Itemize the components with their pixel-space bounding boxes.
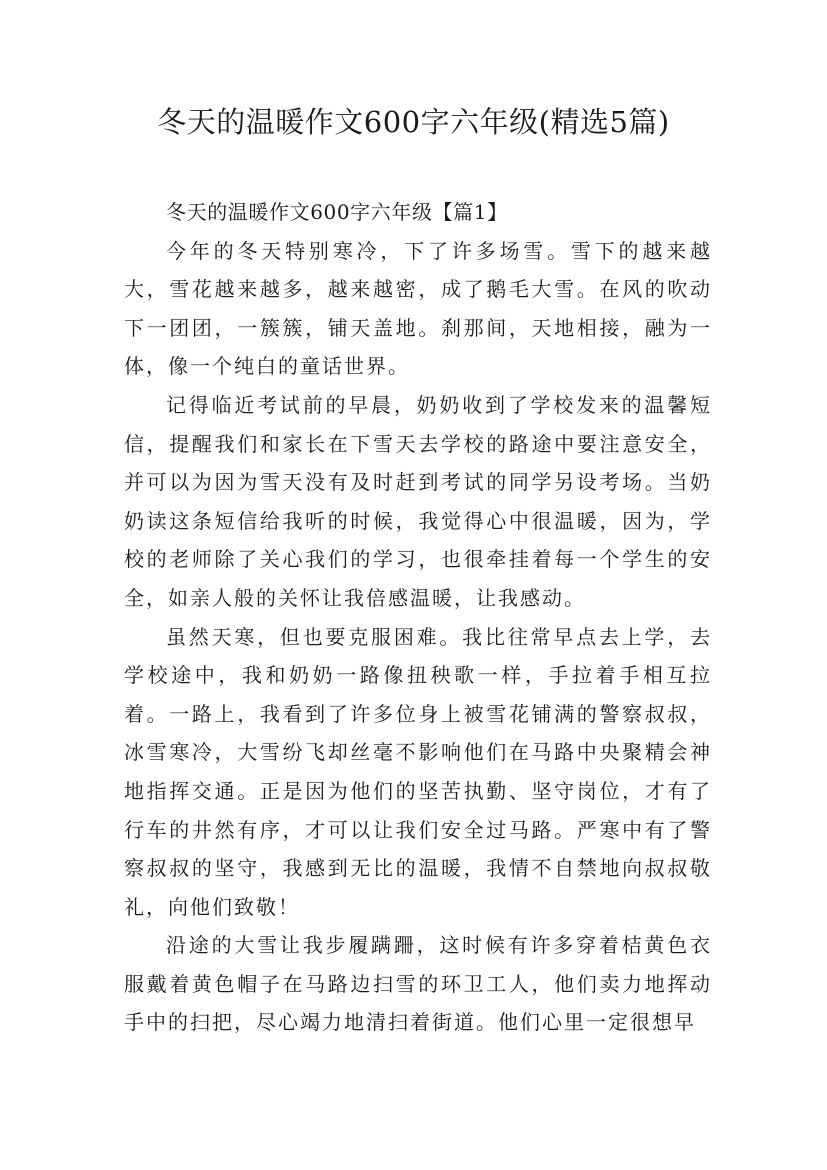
document-title: 冬天的温暖作文600字六年级(精选5篇) — [157, 105, 670, 139]
section-heading: 冬天的温暖作文600字六年级【篇1】 — [166, 200, 508, 224]
paragraph-1: 今年的冬天特别寒冷，下了许多场雪。雪下的越来越大，雪花越来越多，越来越密，成了鹅毛大雪。在风的吹动下一团团，一簇簇，铺天盖地。刹那间，天地相接，融为一体，像一个纯白的童话世界。 — [124, 238, 712, 379]
paragraph-4: 沿途的大雪让我步履蹒跚，这时候有许多穿着桔黄色衣服戴着黄色帽子在马路边扫雪的环卫工人，他们卖力地挥动手中的扫把，尽心竭力地清扫着街道。他们心里一定很想早 — [124, 933, 712, 1035]
document-body — [124, 193, 712, 1042]
paragraph-3: 虽然天寒，但也要克服困难。我比往常早点去上学，去学校途中，我和奶奶一路像扭秧歌一样，手拉着手相互拉着。一路上，我看到了许多位身上被雪花铺满的警察叔叔，冰雪寒冷，大雪纷飞却丝毫不影响他们在马路中央聚精会神地指挥交通。正是因为他们的坚苦执勤、坚守岗位，才有了行车的井然有序，才可以让我们安全过马路。严寒中有了警察叔叔的坚守，我感到无比的温暖，我情不自禁地向叔叔敬礼，向他们致敬！ — [124, 624, 712, 919]
paragraph-2: 记得临近考试前的早晨，奶奶收到了学校发来的温馨短信，提醒我们和家长在下雪天去学校的路途中要注意安全，并可以为因为雪天没有及时赶到考试的同学另设考场。当奶奶读这条短信给我听的时候，我觉得心中很温暖，因为，学校的老师除了关心我们的学习，也很牵挂着每一个学生的安全，如亲人般的关怀让我倍感温暖，让我感动。 — [124, 392, 712, 610]
